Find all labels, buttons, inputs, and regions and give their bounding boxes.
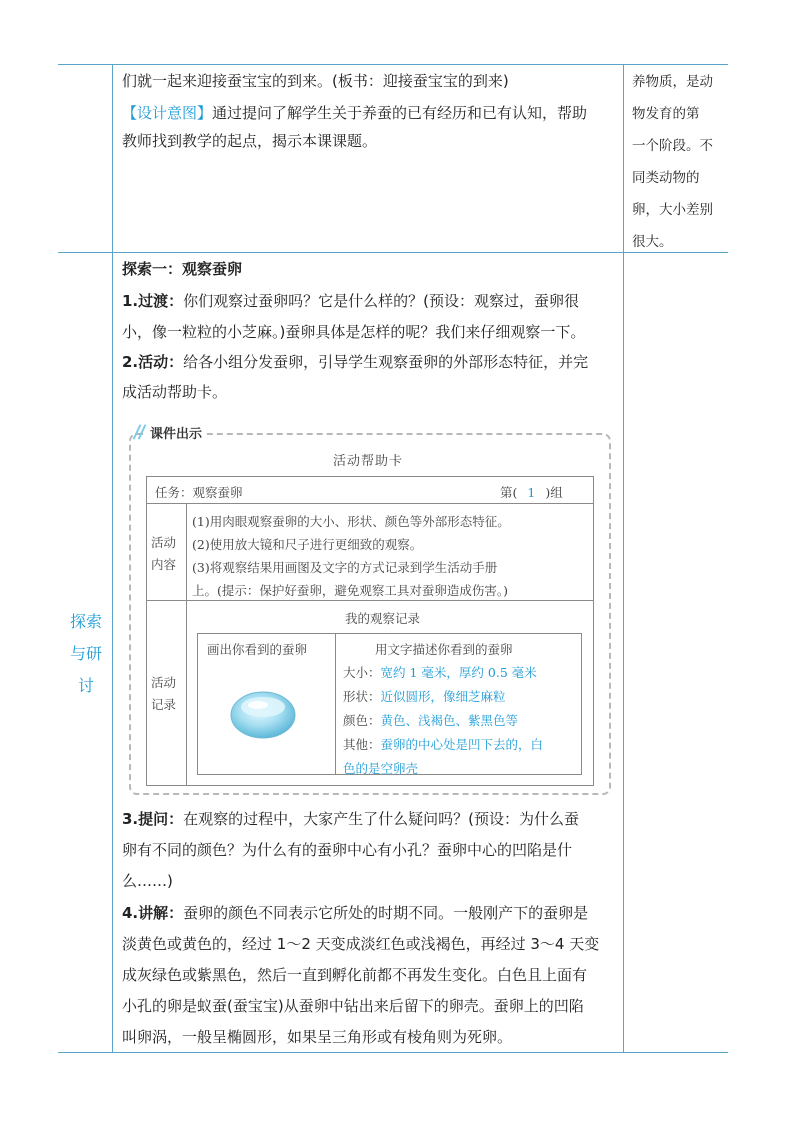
content-item: (2)使用放大镜和尺子进行更细致的观察。	[192, 537, 423, 552]
other-row-cont: 色的是空卵壳	[343, 761, 419, 776]
item4-line-2: 淡黄色或黄色的，经过 1～2 天变成淡红色或浅褐色，再经过 3～4 天变	[122, 935, 600, 953]
item4-line-1: 4.讲解：蚕卵的颜色不同表示它所处的时期不同。一般刚产下的蚕卵是	[122, 904, 589, 922]
design-intent-line-2: 教师找到教学的起点，揭示本课课题。	[122, 132, 378, 150]
group-number: 1	[527, 485, 536, 500]
item4-label: 4.讲解：	[122, 904, 184, 922]
description-list	[343, 661, 543, 781]
draw-title: 画出你看到的蚕卵	[207, 642, 308, 657]
explore-heading: 探索一：观察蚕卵	[122, 260, 243, 278]
shape-row: 形状：近似圆形，像细芝麻粒	[343, 689, 506, 704]
item2-line-2: 成活动帮助卡。	[122, 383, 228, 401]
section-label	[60, 606, 112, 702]
top-row-line: 们就一起来迎接蚕宝宝的到来。(板书：迎接蚕宝宝的到来)	[122, 72, 509, 90]
record-label: 活动 记录	[151, 675, 177, 712]
section-label-line: 讨	[77, 676, 94, 695]
item3-line-1: 3.提问：在观察的过程中，大家产生了什么疑问吗？(预设：为什么蚕	[122, 810, 579, 828]
group-field: 第( 1 )组	[500, 485, 563, 500]
side-note-line: 养物质，是动	[632, 74, 713, 90]
side-note-line: 卵，大小差别	[632, 202, 713, 218]
item1-label: 1.过渡：	[122, 292, 184, 310]
silkworm-egg-drawing	[228, 683, 298, 741]
item3-line-2: 卵有不同的颜色？为什么有的蚕卵中心有小孔？蚕卵中心的凹陷是什	[122, 841, 573, 859]
item2-label: 2.活动：	[122, 353, 184, 371]
task-text: 任务：观察蚕卵	[155, 485, 243, 500]
color-row: 颜色：黄色、浅褐色、紫黑色等	[343, 713, 519, 728]
slide-tag: 课件出示	[146, 423, 206, 442]
item4-line-3: 成灰绿色或紫黑色，然后一直到孵化前都不再发生变化。白色且上面有	[122, 966, 588, 984]
content-label: 活动 内容	[151, 535, 177, 572]
record-title: 我的观察记录	[345, 611, 421, 626]
section-label-line: 与研	[69, 644, 102, 663]
item1-line-2: 小，像一粒粒的小芝麻。)蚕卵具体是怎样的呢？我们来仔细观察一下。	[122, 323, 586, 341]
table-col-divider-right	[623, 64, 624, 1053]
card-title: 活动帮助卡	[333, 454, 404, 469]
side-note-line: 一个阶段。不	[632, 138, 713, 154]
item2-line-1: 2.活动：给各小组分发蚕卵，引导学生观察蚕卵的外部形态特征，并完	[122, 353, 589, 371]
side-note-line: 同类动物的	[632, 170, 700, 186]
section-label-line: 探索	[69, 612, 102, 631]
table-bottom-rule	[58, 1052, 728, 1053]
table-row-divider	[58, 252, 728, 253]
content-item: 上。(提示：保护好蚕卵，避免观察工具对蚕卵造成伤害。)	[192, 583, 509, 598]
card-col-rule	[186, 503, 187, 785]
side-note-line: 物发育的第	[632, 106, 700, 122]
design-intent-tag: 【设计意图】	[122, 104, 213, 122]
record-box-divider	[335, 633, 336, 774]
design-intent-line-1	[122, 100, 587, 126]
card-rule	[146, 503, 593, 504]
item4-line-5: 叫卵涡，一般呈椭圆形，如果呈三角形或有棱角则为死卵。	[122, 1028, 513, 1046]
item3-label: 3.提问：	[122, 810, 184, 828]
item4-line-4: 小孔的卵是蚁蚕(蚕宝宝)从蚕卵中钻出来后留下的卵壳。蚕卵上的凹陷	[122, 997, 584, 1015]
content-item: (3)将观察结果用画图及文字的方式记录到学生活动手册	[192, 560, 498, 575]
design-intent-text: 通过提问了解学生关于养蚕的已有经历和已有认知，帮助	[212, 104, 588, 122]
content-list	[192, 510, 510, 602]
item1-line-1: 1.过渡：你们观察过蚕卵吗？它是什么样的？(预设：观察过，蚕卵很	[122, 292, 579, 310]
content-item: (1)用肉眼观察蚕卵的大小、形状、颜色等外部形态特征。	[192, 514, 510, 529]
table-col-divider-left	[112, 64, 113, 1053]
other-row: 其他：蚕卵的中心处是凹下去的，白	[343, 737, 544, 752]
size-row: 大小：宽约 1 毫米，厚约 0.5 毫米	[343, 665, 537, 680]
table-top-rule	[58, 64, 728, 65]
side-note	[632, 66, 724, 258]
side-note-line: 很大。	[632, 234, 673, 250]
item3-line-3: 么……)	[122, 872, 173, 890]
text-title: 用文字描述你看到的蚕卵	[375, 642, 513, 657]
